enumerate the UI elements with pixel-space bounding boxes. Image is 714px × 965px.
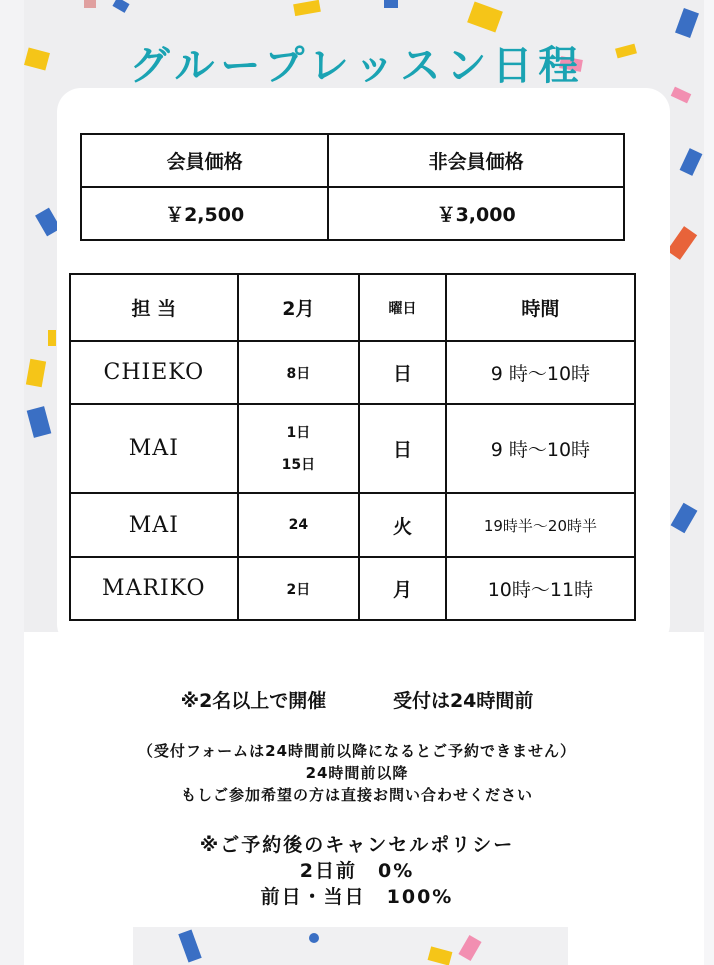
price-header-nonmember: 非会員価格 [328,134,624,187]
confetti-decoration [384,0,398,8]
lesson-time: 10時～11時 [446,557,635,620]
confetti-decoration [26,359,46,387]
price-table [80,133,625,241]
instructor-name: MAI [70,493,238,557]
instructor-name: CHIEKO [70,341,238,404]
lesson-date: 2日 [238,557,359,620]
page-margin-left [0,0,24,965]
lesson-date: 1日 [286,424,311,441]
confetti-decoration [84,0,96,8]
booking-notes [0,740,714,806]
table-row [70,557,635,620]
cancel-policy-sameday: 前日・当日 100% [260,886,454,908]
minimum-deadline-note [0,686,714,713]
table-row [70,493,635,557]
lesson-date: 24 [238,493,359,557]
table-row [70,341,635,404]
booking-deadline-note: 受付は24時間前 [392,690,534,712]
table-header-row [70,274,635,341]
confetti-decoration [667,226,697,260]
minimum-participants-note: ※2名以上で開催 [180,690,327,712]
lesson-time: 9 時～10時 [446,404,635,493]
header-time: 時間 [446,274,635,341]
cancel-policy-title: ※ご予約後のキャンセルポリシー [199,834,515,856]
next-image-preview [133,927,568,965]
lesson-time: 19時半～20時半 [446,493,635,557]
confetti-decoration [428,946,453,965]
confetti-decoration [112,0,129,13]
lesson-date: 8日 [238,341,359,404]
page-title: グループレッスン日程 [129,43,585,89]
after-24h-note: 24時間前以降 [305,764,409,782]
schedule-table [69,273,636,621]
price-member: ￥2,500 [81,187,328,240]
header-weekday: 曜日 [359,274,446,341]
lesson-weekday: 月 [359,557,446,620]
header-month: 2月 [238,274,359,341]
lesson-weekday: 日 [359,341,446,404]
cancel-policy [0,832,714,910]
confetti-decoration [467,2,503,33]
header-instructor: 担 当 [70,274,238,341]
confetti-decoration [458,935,481,961]
table-row [70,404,635,493]
confetti-decoration [309,933,319,943]
confetti-decoration [671,503,698,534]
page-margin-right [704,0,714,965]
instructor-name: MAI [70,404,238,493]
confetti-decoration [27,406,52,438]
price-header-member: 会員価格 [81,134,328,187]
confetti-decoration [48,330,56,346]
contact-note: もしご参加希望の方は直接お問い合わせください [180,786,533,804]
cancel-policy-2days: 2日前 0% [299,860,415,882]
confetti-decoration [178,930,201,963]
confetti-decoration [293,0,321,16]
lesson-weekday: 日 [359,404,446,493]
lesson-weekday: 火 [359,493,446,557]
price-nonmember: ￥3,000 [328,187,624,240]
lesson-dates [238,404,359,493]
lesson-time: 9 時～10時 [446,341,635,404]
form-note: （受付フォームは24時間前以降になるとご予約できません） [137,742,577,760]
instructor-name: MARIKO [70,557,238,620]
confetti-decoration [680,148,703,176]
lesson-date: 15日 [281,456,316,473]
